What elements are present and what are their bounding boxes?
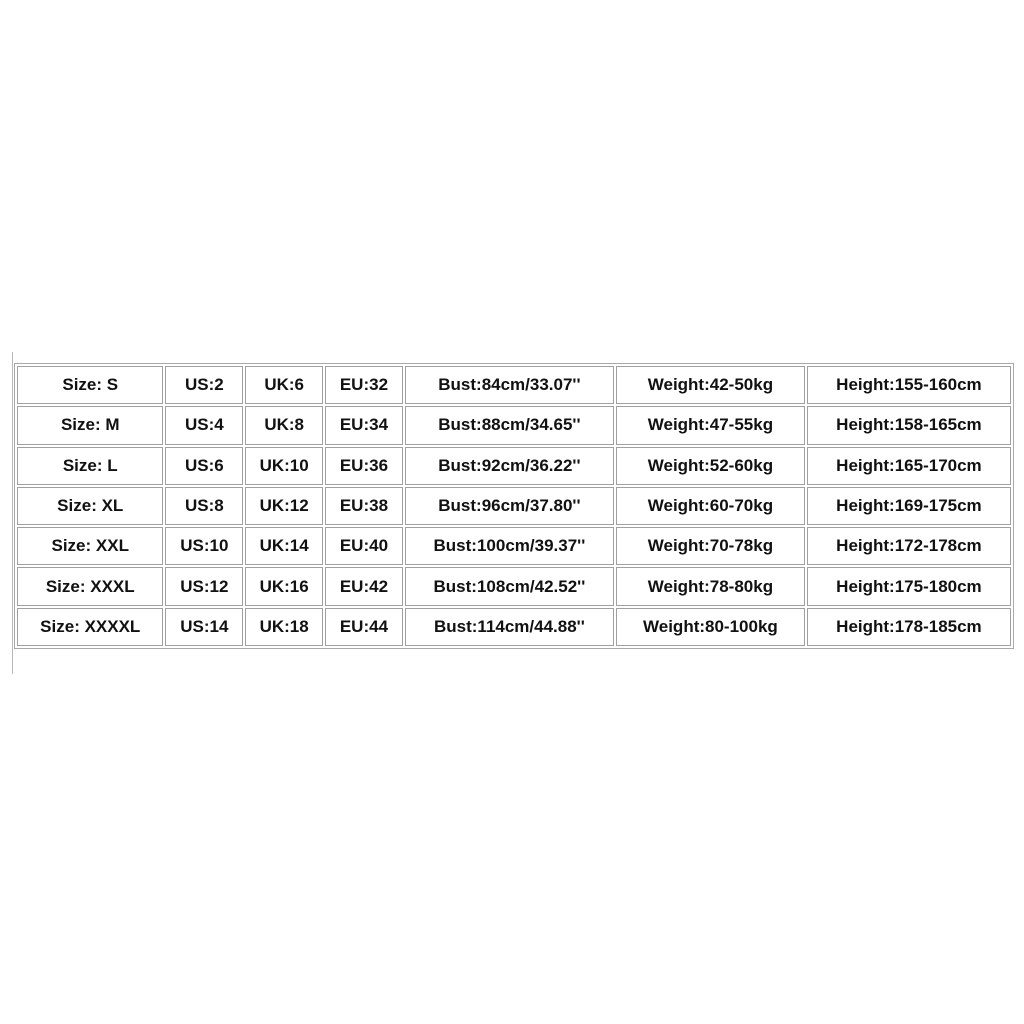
weight-cell: Weight:60-70kg — [616, 487, 805, 525]
weight-cell: Weight:70-78kg — [616, 527, 805, 565]
size-cell: Size: XXXXL — [17, 608, 163, 646]
left-divider-line — [12, 352, 13, 674]
bust-cell: Bust:92cm/36.22'' — [405, 447, 614, 485]
height-cell: Height:158-165cm — [807, 406, 1011, 444]
eu-size-cell: EU:44 — [325, 608, 403, 646]
eu-size-cell: EU:36 — [325, 447, 403, 485]
size-cell: Size: XXL — [17, 527, 163, 565]
bust-cell: Bust:114cm/44.88'' — [405, 608, 614, 646]
weight-cell: Weight:80-100kg — [616, 608, 805, 646]
us-size-cell: US:2 — [165, 366, 243, 404]
bust-cell: Bust:108cm/42.52'' — [405, 567, 614, 605]
uk-size-cell: UK:6 — [245, 366, 323, 404]
size-cell: Size: M — [17, 406, 163, 444]
bust-cell: Bust:96cm/37.80'' — [405, 487, 614, 525]
bust-cell: Bust:88cm/34.65'' — [405, 406, 614, 444]
bust-cell: Bust:84cm/33.07'' — [405, 366, 614, 404]
size-cell: Size: L — [17, 447, 163, 485]
us-size-cell: US:14 — [165, 608, 243, 646]
height-cell: Height:175-180cm — [807, 567, 1011, 605]
size-row-l — [17, 447, 1011, 485]
height-cell: Height:172-178cm — [807, 527, 1011, 565]
us-size-cell: US:10 — [165, 527, 243, 565]
size-row-m — [17, 406, 1011, 444]
height-cell: Height:165-170cm — [807, 447, 1011, 485]
eu-size-cell: EU:34 — [325, 406, 403, 444]
us-size-cell: US:8 — [165, 487, 243, 525]
size-row-xl — [17, 487, 1011, 525]
size-cell: Size: XXXL — [17, 567, 163, 605]
weight-cell: Weight:42-50kg — [616, 366, 805, 404]
size-row-xxxl — [17, 567, 1011, 605]
uk-size-cell: UK:14 — [245, 527, 323, 565]
us-size-cell: US:4 — [165, 406, 243, 444]
height-cell: Height:169-175cm — [807, 487, 1011, 525]
height-cell: Height:155-160cm — [807, 366, 1011, 404]
eu-size-cell: EU:32 — [325, 366, 403, 404]
weight-cell: Weight:78-80kg — [616, 567, 805, 605]
eu-size-cell: EU:38 — [325, 487, 403, 525]
weight-cell: Weight:47-55kg — [616, 406, 805, 444]
eu-size-cell: EU:42 — [325, 567, 403, 605]
uk-size-cell: UK:8 — [245, 406, 323, 444]
size-row-xxl — [17, 527, 1011, 565]
uk-size-cell: UK:10 — [245, 447, 323, 485]
size-row-s — [17, 366, 1011, 404]
uk-size-cell: UK:12 — [245, 487, 323, 525]
uk-size-cell: UK:16 — [245, 567, 323, 605]
size-chart-table — [14, 363, 1014, 649]
size-cell: Size: XL — [17, 487, 163, 525]
us-size-cell: US:6 — [165, 447, 243, 485]
height-cell: Height:178-185cm — [807, 608, 1011, 646]
size-row-xxxxl — [17, 608, 1011, 646]
bust-cell: Bust:100cm/39.37'' — [405, 527, 614, 565]
uk-size-cell: UK:18 — [245, 608, 323, 646]
us-size-cell: US:12 — [165, 567, 243, 605]
weight-cell: Weight:52-60kg — [616, 447, 805, 485]
size-cell: Size: S — [17, 366, 163, 404]
eu-size-cell: EU:40 — [325, 527, 403, 565]
